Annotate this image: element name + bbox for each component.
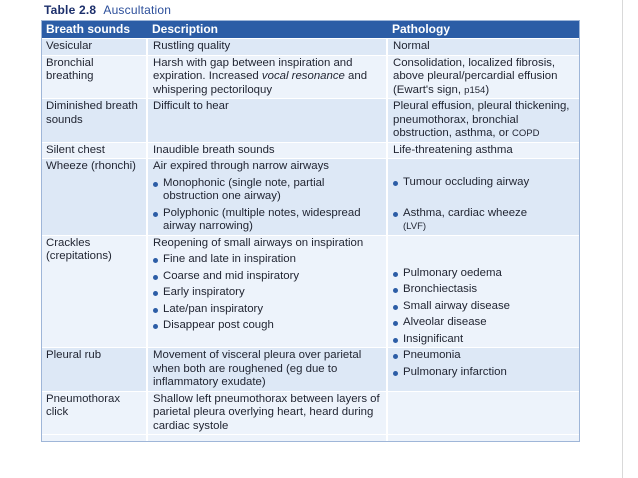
path-text: Pleural effusion, pleural thickening, pneumothorax, bronchial obstruction, asthma, or [393,100,570,139]
table-bottom-padding [41,435,580,442]
auscultation-table [41,20,580,441]
cell-sound: Crackles (crepitations) [41,235,147,348]
bullet-item: Small airway disease [393,300,575,314]
cell-pathology [387,159,580,236]
page-edge [622,0,638,478]
header-row [41,20,580,39]
bullet-item: Early inspiratory [153,286,381,300]
bullet-item: Bronchiectasis [393,283,575,297]
table-row-silent-chest [41,142,580,159]
cell-sound: Wheeze (rhonchi) [41,159,147,236]
cell-pathology [387,348,580,392]
cell-description: Movement of visceral pleura over parietal when both are roughened (eg due to inflammatory exudate) [147,348,387,392]
bullet-item [393,207,575,234]
cell-sound: Diminished breath sounds [41,99,147,143]
path-text: ) [485,83,490,96]
table-row-vesicular [41,39,580,56]
desc-text: Reopening of small airways on inspiration [153,236,364,249]
abbreviation: (LVF) [403,221,427,232]
desc-text: and whispering pectoriloquy [153,70,368,96]
cell-pathology [387,391,580,435]
desc-text: Harsh with gap between inspiration and expiration. Increased [153,56,353,82]
desc-text: Air expired through narrow airways [153,160,329,172]
cell-pathology [387,55,580,99]
table-title: Auscultation [103,3,172,14]
table-caption [44,2,171,14]
table-row-crackles [41,235,580,348]
cell-description: Rustling quality [147,39,387,56]
path-text: Consolidation, localized fibrosis, above pleural/percardial effusion (Ewart's sign, [393,56,558,96]
bullet-item: Fine and late in inspiration [153,253,381,267]
bullet-item: Polyphonic (multiple notes, widespread airway narrowing) [153,207,381,234]
cell-pathology [387,99,580,143]
cell-description [147,159,387,236]
bullet-item: Insignificant [393,333,575,347]
header-description: Description [147,20,387,39]
header-pathology: Pathology [387,20,580,39]
cell-sound: Bronchial breathing [41,55,147,99]
cell-pathology: Life-threatening asthma [387,142,580,159]
desc-italic-term: vocal resonance [261,70,345,82]
bullet-item: Pneumonia [393,349,575,363]
bullet-item: Coarse and mid inspiratory [153,270,381,284]
cell-sound: Pneumothorax click [41,391,147,435]
table-row-pleural-rub [41,348,580,392]
cell-sound: Vesicular [41,39,147,56]
bullet-item: Tumour occluding airway [393,176,575,190]
cell-description: Shallow left pneumothorax between layers of parietal pleura overlying heart, heard during cardiac systole [147,391,387,435]
cell-sound: Silent chest [41,142,147,159]
bullet-item: Alveolar disease [393,316,575,330]
page-reference: p154 [464,84,486,96]
bullet-item: Pulmonary infarction [393,366,575,380]
cell-description [147,235,387,348]
bullet-item: Late/pan inspiratory [153,303,381,317]
header-breath-sounds: Breath sounds [41,20,147,39]
cell-pathology [387,235,580,348]
table-row-wheeze [41,159,580,236]
table-row-diminished [41,99,580,143]
table-row-bronchial [41,55,580,99]
table-row-pneumothorax-click [41,391,580,435]
cell-pathology: Normal [387,39,580,56]
bullet-item: Disappear post cough [153,319,381,333]
table-number: Table 2.8 [44,3,97,14]
cell-description: Inaudible breath sounds [147,142,387,159]
path-text: Asthma, cardiac wheeze [403,206,528,219]
cell-sound: Pleural rub [41,348,147,392]
bullet-item: Pulmonary oedema [393,267,575,281]
abbreviation: COPD [512,128,540,139]
cell-description: Difficult to hear [147,99,387,143]
cell-description [147,55,387,99]
bullet-item: Monophonic (single note, partial obstruction one airway) [153,177,381,204]
